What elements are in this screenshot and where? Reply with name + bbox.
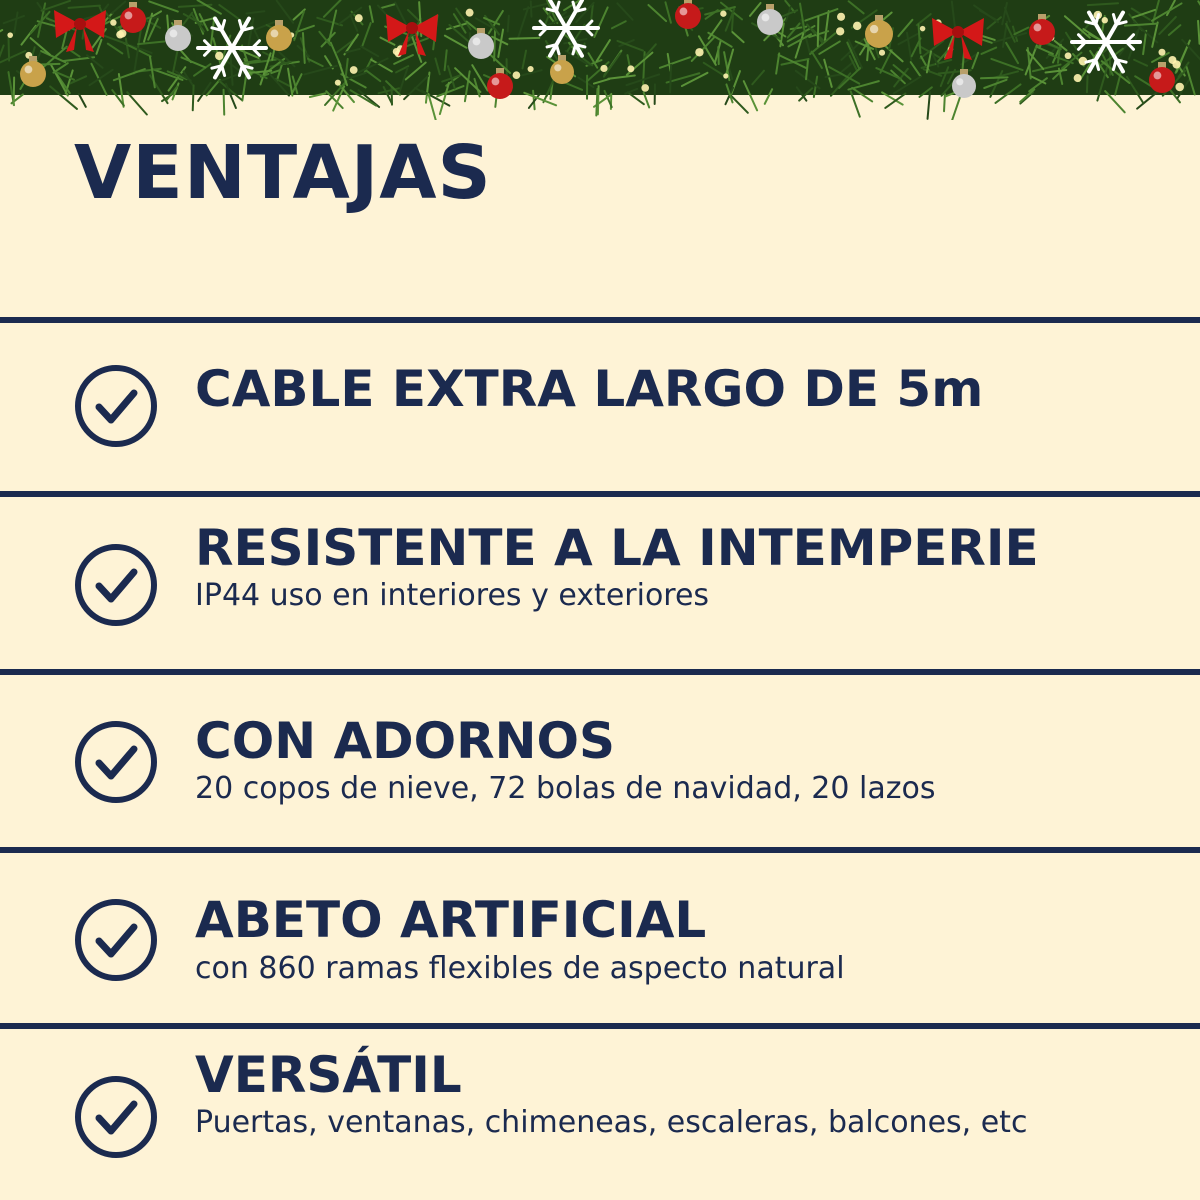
check-circle-icon: [74, 720, 158, 804]
check-circle-icon: [74, 1075, 158, 1159]
feature-title: CABLE EXTRA LARGO DE 5m: [195, 360, 984, 418]
feature-item-weather: [0, 497, 1200, 667]
feature-subtitle: 20 copos de nieve, 72 bolas de navidad, 20 lazos: [195, 771, 936, 806]
check-circle-icon: [74, 364, 158, 448]
feature-subtitle: Puertas, ventanas, chimeneas, escaleras, balcones, etc: [195, 1105, 1028, 1140]
christmas-garland: [0, 0, 1200, 120]
feature-item-fir: [0, 853, 1200, 1023]
feature-title: CON ADORNOS: [195, 712, 616, 770]
check-circle-icon: [74, 898, 158, 982]
feature-item-versatile: [0, 1029, 1200, 1199]
feature-item-cable: [0, 323, 1200, 493]
page-title: VENTAJAS: [74, 130, 492, 216]
feature-title: RESISTENTE A LA INTEMPERIE: [195, 519, 1039, 577]
feature-title: ABETO ARTIFICIAL: [195, 891, 707, 949]
feature-subtitle: con 860 ramas flexibles de aspecto natural: [195, 951, 845, 986]
feature-item-ornaments: [0, 675, 1200, 845]
feature-title: VERSÁTIL: [195, 1046, 462, 1104]
check-circle-icon: [74, 543, 158, 627]
feature-subtitle: IP44 uso en interiores y exteriores: [195, 578, 710, 613]
